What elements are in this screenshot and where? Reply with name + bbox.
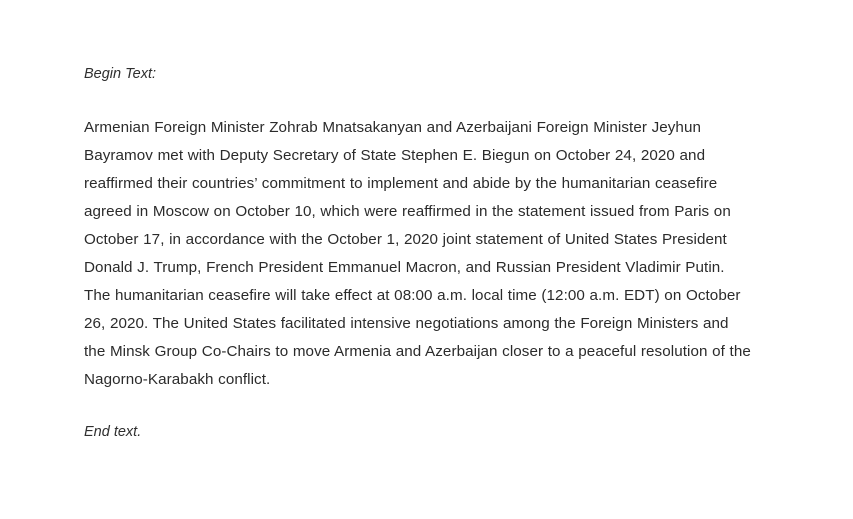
begin-text-marker: Begin Text: bbox=[84, 66, 157, 82]
spacer-below-body bbox=[84, 394, 753, 420]
statement-body-paragraph: Armenian Foreign Minister Zohrab Mnatsakanyan and Azerbaijani Foreign Minister Jeyhun Bayramov met with Deputy Secretary of State Stephen E. Biegun on October 24, 2020 and reaffirmed their countries’ commitment to implement and abide by the humanitarian ceasefire agreed in Moscow on October 10, which were reaffirmed in the statement issued from Paris on October 17, in accordance with the October 1, 2020 joint statement of United States President Donald J. Trump, French President Emmanuel Macron, and Russian President Vladimir Putin. The humanitarian ceasefire will take effect at 08:00 a.m. local time (12:00 a.m. EDT) on October 26, 2020. The United States facilitated intensive negotiations among the Foreign Ministers and the Minsk Group Co-Chairs to move Armenia and Azerbaijan closer to a peaceful resolution of the Nagorno-Karabakh conflict. bbox=[84, 119, 751, 388]
spacer-above-body bbox=[84, 86, 753, 114]
end-text-marker: End text. bbox=[84, 424, 142, 440]
